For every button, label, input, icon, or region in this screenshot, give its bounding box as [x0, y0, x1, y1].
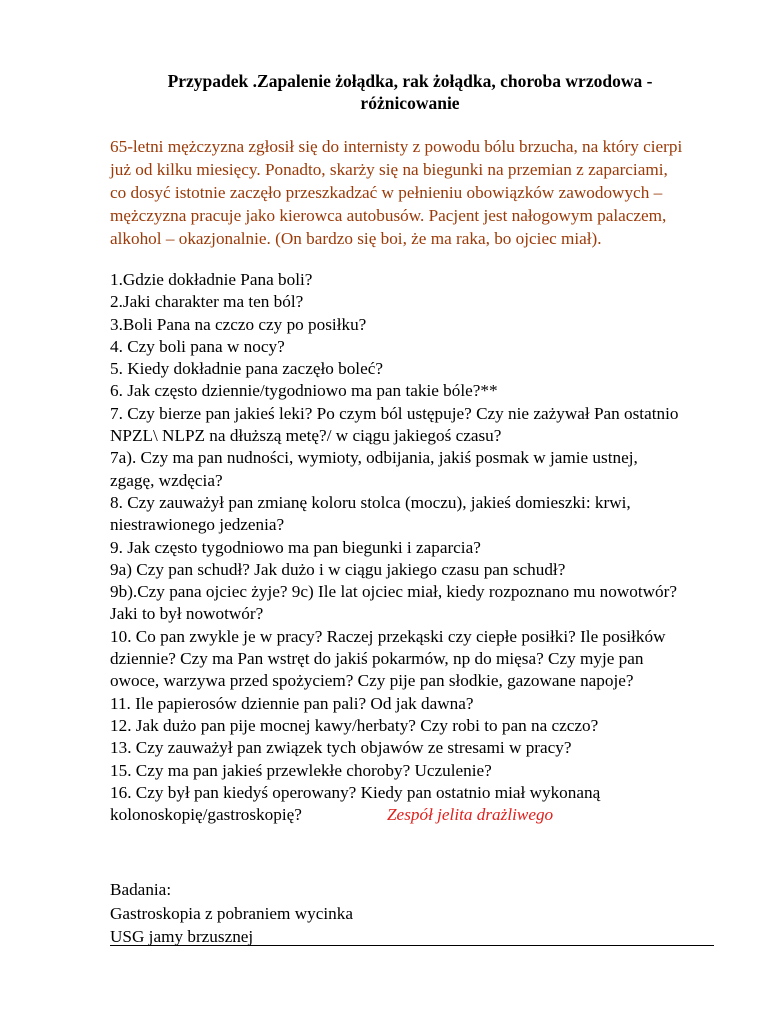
handwritten-diagnosis-note: Zespół jelita drażliwego	[387, 805, 554, 825]
case-title-line-1: Przypadek .Zapalenie żołądka, rak żołądka, choroba wrzodowa -	[167, 71, 653, 91]
question-line: 4. Czy boli pana w nocy?	[110, 336, 285, 356]
tests-section	[110, 878, 714, 949]
question-line: zgagę, wzdęcia?	[110, 470, 223, 490]
question-line: 5. Kiedy dokładnie pana zaczęło boleć?	[110, 359, 383, 379]
question-line: 13. Czy zauważył pan związek tych objawów ze stresami w pracy?	[110, 738, 572, 758]
question-line: 8. Czy zauważył pan zmianę koloru stolca (moczu), jakieś domieszki: krwi,	[110, 492, 631, 512]
question-line: Jaki to był nowotwór?	[110, 604, 264, 624]
case-description	[110, 135, 712, 250]
question-line: 3.Boli Pana na czczo czy po posiłku?	[110, 314, 367, 334]
question-line: 7. Czy bierze pan jakieś leki? Po czym ból ustępuje? Czy nie zażywał Pan ostatnio	[110, 403, 679, 423]
question-line: 16. Czy był pan kiedyś operowany? Kiedy pan ostatnio miał wykonaną	[110, 782, 601, 802]
question-line: 12. Jak dużo pan pije mocnej kawy/herbaty? Czy robi to pan na czczo?	[110, 715, 599, 735]
question-line: 9b).Czy pana ojciec żyje? 9c) Ile lat ojciec miał, kiedy rozpoznano mu nowotwór?	[110, 582, 677, 602]
question-line: owoce, warzywa przed spożyciem? Czy pije pan słodkie, gazowane napoje?	[110, 671, 634, 691]
question-line: 2.Jaki charakter ma ten ból?	[110, 292, 304, 312]
question-line: 11. Ile papierosów dziennie pan pali? Od jak dawna?	[110, 693, 474, 713]
question-line: kolonoskopię/gastroskopię?	[110, 805, 302, 825]
test-item: Gastroskopia z pobraniem wycinka	[110, 903, 353, 923]
bottom-divider	[110, 945, 714, 946]
interview-questions	[110, 269, 750, 826]
question-line: niestrawionego jedzenia?	[110, 515, 285, 535]
question-line: 6. Jak często dziennie/tygodniowo ma pan takie bóle?**	[110, 381, 498, 401]
question-line-with-note	[110, 804, 750, 826]
question-line: 15. Czy ma pan jakieś przewlekłe choroby? Uczulenie?	[110, 760, 492, 780]
tests-heading: Badania:	[110, 880, 172, 899]
test-item: USG jamy brzusznej	[110, 927, 254, 946]
question-line: 1.Gdzie dokładnie Pana boli?	[110, 270, 313, 289]
case-description-line: co dosyć istotnie zaczęło przeszkadzać w pełnieniu obowiązków zawodowych –	[110, 183, 663, 202]
case-description-line: 65-letni mężczyzna zgłosił się do internisty z powodu bólu brzucha, na który cierpi	[110, 137, 683, 156]
question-line: NPZL\ NLPZ na dłuższą metę?/ w ciągu jakiegoś czasu?	[110, 426, 502, 446]
question-line: 9. Jak często tygodniowo ma pan biegunki i zaparcia?	[110, 537, 481, 557]
case-description-line: już od kilku miesięcy. Ponadto, skarży się na biegunki na przemian z zaparciami,	[110, 160, 668, 179]
question-line: 9a) Czy pan schudł? Jak dużo i w ciągu jakiego czasu pan schudł?	[110, 559, 566, 579]
case-description-line: alkohol – okazjonalnie. (On bardzo się boi, że ma raka, bo ojciec miał).	[110, 229, 602, 248]
question-line: 7a). Czy ma pan nudności, wymioty, odbijania, jakiś posmak w jamie ustnej,	[110, 448, 638, 468]
question-line: dziennie? Czy ma Pan wstręt do jakiś pokarmów, np do mięsa? Czy myje pan	[110, 649, 644, 669]
case-description-line: mężczyzna pracuje jako kierowca autobusów. Pacjent jest nałogowym palaczem,	[110, 206, 667, 225]
case-title	[110, 70, 710, 114]
case-title-line-2: różnicowanie	[360, 93, 460, 113]
question-line: 10. Co pan zwykle je w pracy? Raczej przekąski czy ciepłe posiłki? Ile posiłków	[110, 626, 666, 646]
